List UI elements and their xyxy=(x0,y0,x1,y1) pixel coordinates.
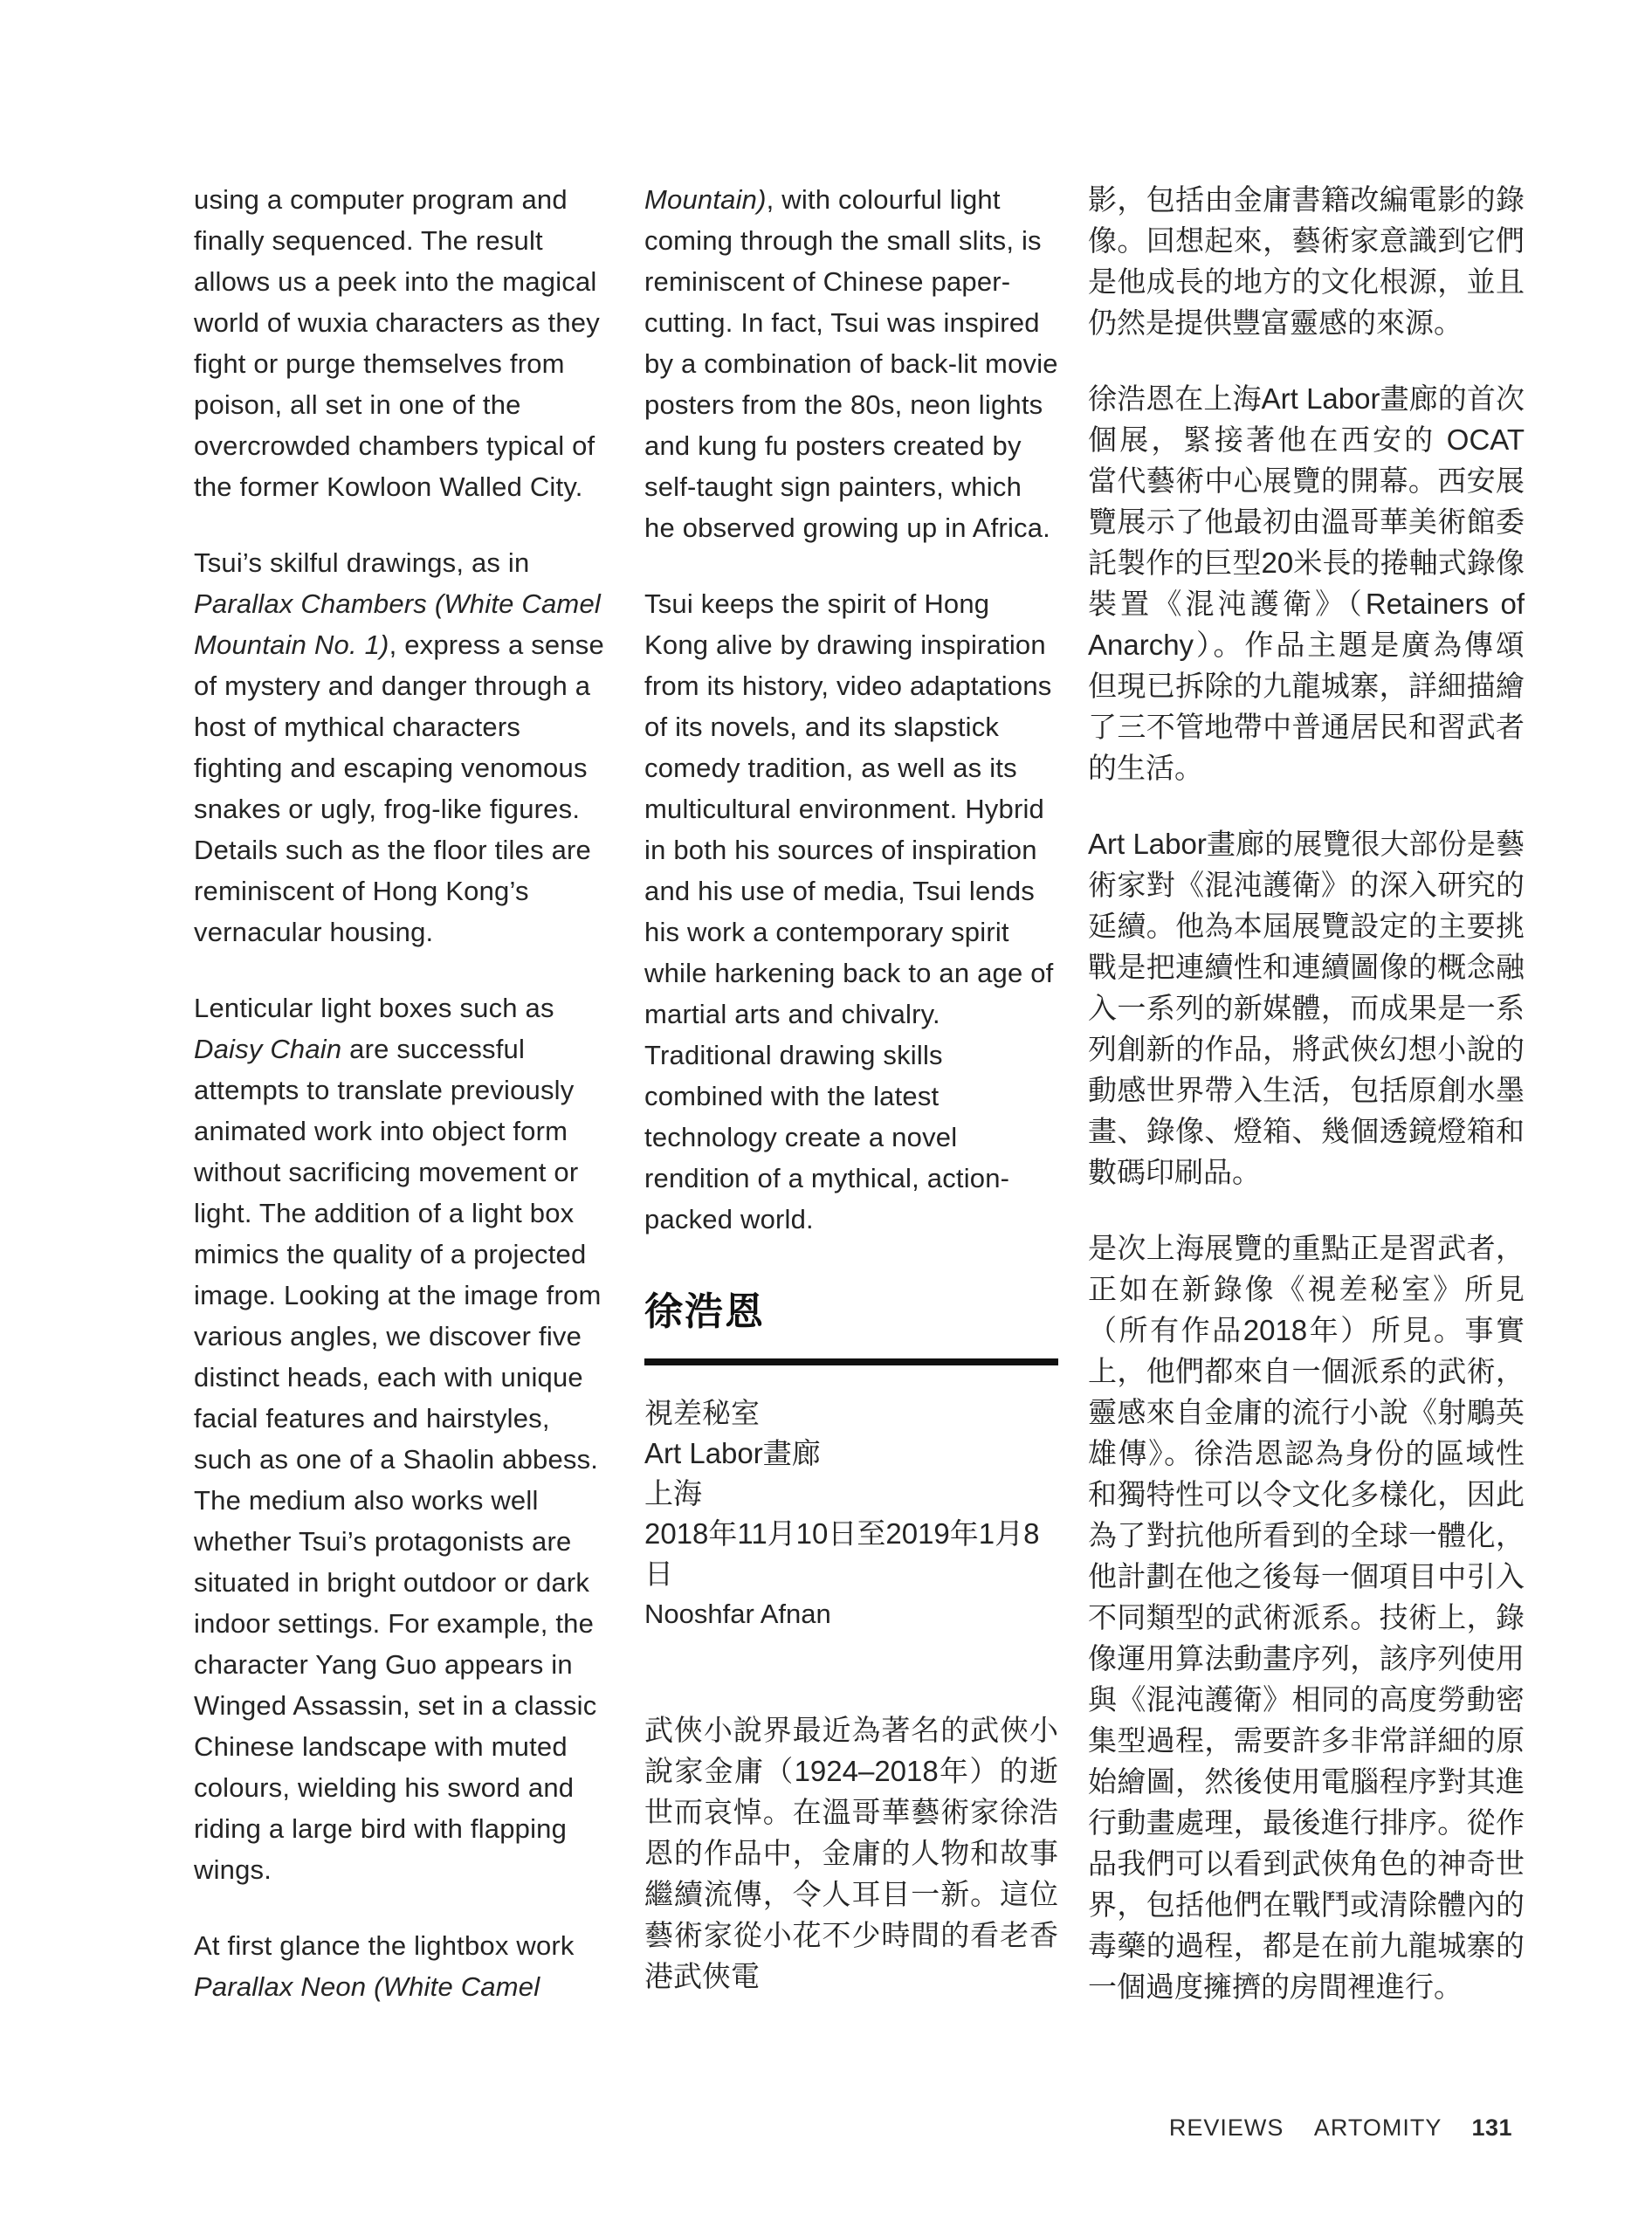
section-divider-rule xyxy=(644,1358,1058,1365)
column-center xyxy=(644,179,1058,1997)
body-paragraph: Mountain), with colourful light coming through the small slits, is reminiscent of Chinese paper-cutting. In fact, Tsui was inspired by a combination of back-lit movie posters from the 80s, neon lights and kung fu posters created by self-taught sign painters, which he observed growing up in Africa. xyxy=(644,184,1058,543)
magazine-name: ARTOMITY xyxy=(1313,2115,1442,2141)
exhibition-info-block xyxy=(644,1393,1058,1634)
body-paragraph: 是次上海展覽的重點正是習武者，正如在新錄像《視差秘室》所見（所有作品2018年）所見。事實上，他們都來自一個派系的武術，靈感來自金庸的流行小說《射鵰英雄傳》。徐浩恩認為身份的區域性和獨特性可以令文化多樣化，因此為了對抗他所看到的全球一體化，他計劃在他之後每一個項目中引入不同類型的武術派系。技術上，錄像運用算法動畫序列，該序列使用與《混沌護衛》相同的高度勞動密集型過程，需要許多非常詳細的原始繪圖，然後使用電腦程序對其進行動畫處理，最後進行排序。從作品我們可以看到武俠角色的神奇世界，包括他們在戰鬥或清除體內的毒藥的過程，都是在前九龍城寨的一個過度擁擠的房間裡進行。 xyxy=(1088,1232,1525,2003)
exhibition-city: 上海 xyxy=(644,1477,702,1509)
author-name: Nooshfar Afnan xyxy=(644,1599,831,1629)
body-paragraph: using a computer program and finally sequenced. The result allows us a peek into the magical world of wuxia characters as they fight or purge themselves from poison, all set in one of the overcrowded chambers typical of the former Kowloon Walled City. xyxy=(194,184,600,502)
exhibition-dates: 2018年11月10日至2019年1月8日 xyxy=(644,1517,1040,1590)
artist-name-heading: 徐浩恩 xyxy=(644,1290,765,1333)
body-paragraph: 武俠小說界最近為著名的武俠小說家金庸（1924–2018年）的逝世而哀悼。在溫哥華藝術家徐浩恩的作品中，金庸的人物和故事繼續流傳，令人耳目一新。這位藝術家從小花不少時間的看老香港武俠電 xyxy=(644,1714,1058,1992)
page-number: 131 xyxy=(1471,2115,1512,2141)
page-footer xyxy=(0,2115,1512,2142)
body-paragraph: At first glance the lightbox work Parallax Neon (White Camel xyxy=(194,1930,575,2002)
footer-section-label: REVIEWS xyxy=(1168,2115,1284,2141)
body-paragraph: Art Labor畫廊的展覽很大部份是藝術家對《混沌護衛》的深入研究的延續。他為本屆展覽設定的主要挑戰是把連續性和連續圖像的概念融入一系列的新媒體，而成果是一系列創新的作品，將武俠幻想小說的動感世界帶入生活，包括原創水墨畫、錄像、燈箱、幾個透鏡燈箱和數碼印刷品。 xyxy=(1088,828,1525,1188)
body-paragraph: 影，包括由金庸書籍改編電影的錄像。回想起來，藝術家意識到它們是他成長的地方的文化根源，並且仍然是提供豐富靈感的來源。 xyxy=(1088,183,1525,339)
column-left xyxy=(194,179,611,2007)
body-paragraph: 徐浩恩在上海Art Labor畫廊的首次個展，緊接著他在西安的 OCAT 當代藝術中心展覽的開幕。西安展覽展示了他最初由溫哥華美術館委託製作的巨型20米長的捲軸式錄像裝置《混沌護衛》（Retainers of Anarchy）。作品主題是廣為傳頌但現已拆除的九龍城寨，詳細描繪了三不管地帶中普通居民和習武者的生活。 xyxy=(1088,382,1525,784)
body-paragraph: Lenticular light boxes such as Daisy Chain are successful attempts to translate previously animated work into object form without sacrificing movement or light. The addition of a light box mimics the quality of a projected image. Looking at the image from various angles, we discover five distinct heads, each with unique facial features and hairstyles, such as one of a Shaolin abbess. The medium also works well whether Tsui’s protagonists are situated in bright outdoor or dark indoor settings. For example, the character Yang Guo appears in Winged Assassin, set in a classic Chinese landscape with muted colours, wielding his sword and riding a large bird with flapping wings. xyxy=(194,993,602,1885)
gallery-name: Art Labor畫廊 xyxy=(644,1437,821,1469)
column-right xyxy=(1088,179,1525,2007)
body-paragraph: Tsui’s skilful drawings, as in Parallax Chambers (White Camel Mountain No. 1), express a sense of mystery and danger through a host of mythical characters fighting and escaping venomous snakes or ugly, frog-like figures. Details such as the floor tiles are reminiscent of Hong Kong’s vernacular housing. xyxy=(194,547,604,947)
exhibition-title: 視差秘室 xyxy=(644,1397,760,1429)
body-paragraph: Tsui keeps the spirit of Hong Kong alive by drawing inspiration from its history, video adaptations of its novels, and its slapstick comedy tradition, as well as its multicultural environment. Hybrid in both his sources of inspiration and his use of media, Tsui lends his work a contemporary spirit while harkening back to an age of martial arts and chivalry. Traditional drawing skills combined with the latest technology create a novel rendition of a mythical, action-packed world. xyxy=(644,588,1054,1234)
